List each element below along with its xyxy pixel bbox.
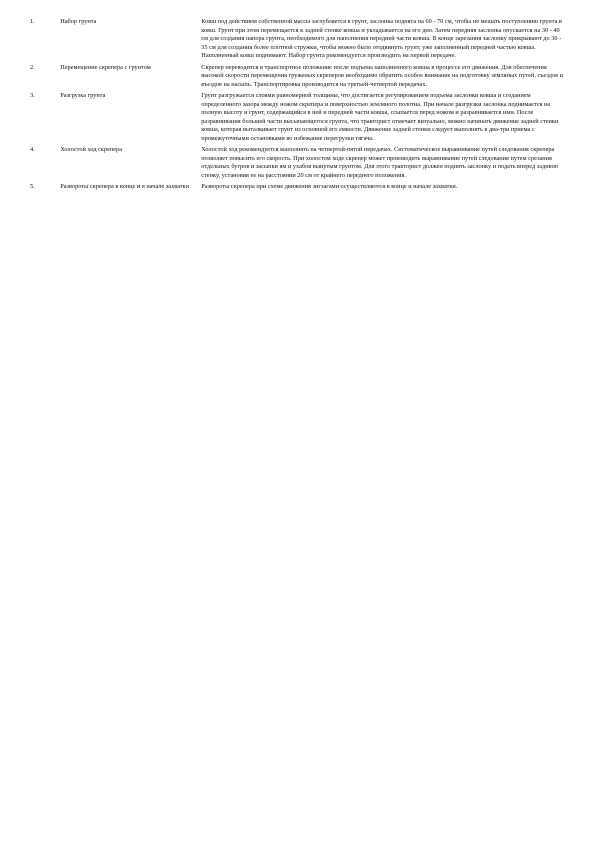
table-row	[30, 92, 565, 146]
operations-table	[30, 18, 565, 195]
table-row	[30, 64, 565, 93]
operation-name: Холостой ход скрепера	[60, 146, 122, 153]
operation-name: Набор грунта	[60, 18, 97, 25]
row-number: 5.	[30, 183, 35, 190]
row-number: 3.	[30, 92, 35, 99]
table-row	[30, 146, 565, 183]
operation-name: Перемещение скрепера с грунтом	[60, 63, 151, 71]
operation-description: Развороты скрепера при схеме движения зигзагами осуществляются в конце и начале захватки.	[201, 183, 458, 190]
operation-description: Грунт разгружается слоями равномерной толщины, что достигается регулированием подъема заслонки ковша и созданием определенного зазора между ножом скрепера и поверхностью земляного полотна. При начале разгрузки заслонка поднимается на полную высоту и грунт, содержащийся в ней и передней части ковша, ссыпается перед ножом и разравнивается ими. После разравнивания большей части высыпающегося грунта, что тракторист отмечает визуально, можно начинать движение задней стенки ковша, которая выталкивает грунт из основной его емкости. Движение задней стенки следует выполнять в два-три приема с промежуточными остановками во избежание перегрузки тягача.	[201, 92, 559, 142]
table-row	[30, 18, 565, 64]
operation-description: Ковш под действием собственной массы заглубляется в грунт, заслонка поднята на 60 - 70 см, чтобы не мешать поступлению грунта в ковш. Грунт при этом перемещается к задней стенке ковша и укладывается на его дно. Затем передняя заслонка опускается на 30 - 40 см для создания напора грунта, необходимого для наполнения передней части ковша. В конце зарезания заслонку прикрывают до 30 - 35 см для создания более плотной стружки, чтобы можно было отодвинуть грунт, уже заполненный передней частью ковша. Наполненный ковш поднимают. Набор грунта рекомендуется производить на первой передаче.	[201, 18, 562, 59]
row-number: 1.	[30, 18, 35, 25]
operation-name: Развороты скрепера в конце и в начале захватки	[60, 183, 189, 190]
row-number: 2.	[30, 63, 35, 71]
operation-description: Холостой ход рекомендуется выполнять на четвертой-пятой передачах. Систематическое выравнивание путей следования скрепера позволяет повысить его скорость. При холостом ходе скрепер может производить выравнивание путей следования путем срезания отдельных бугров и засыпки ям и ухабов вынутым грунтом. Для этого тракторист должен поднять заслонку и подать вперед заднюю стенку, установив ее на расстоянии 20 см от крайнего переднего положения.	[201, 146, 559, 179]
table-row	[30, 183, 565, 195]
operation-name: Разгрузка грунта	[60, 92, 106, 99]
operation-description: Скрепер переводится в транспортное положение после подъема наполненного ковша в процессе его движения. Для обеспечения высокой скорости перемещения груженых скреперов необходимо обратить особое внимание на подготовку земляных путей, съездов и въездов на насыпь. Транспортировка производится на третьей-четвертой передачах.	[201, 63, 564, 88]
row-number: 4.	[30, 146, 35, 153]
